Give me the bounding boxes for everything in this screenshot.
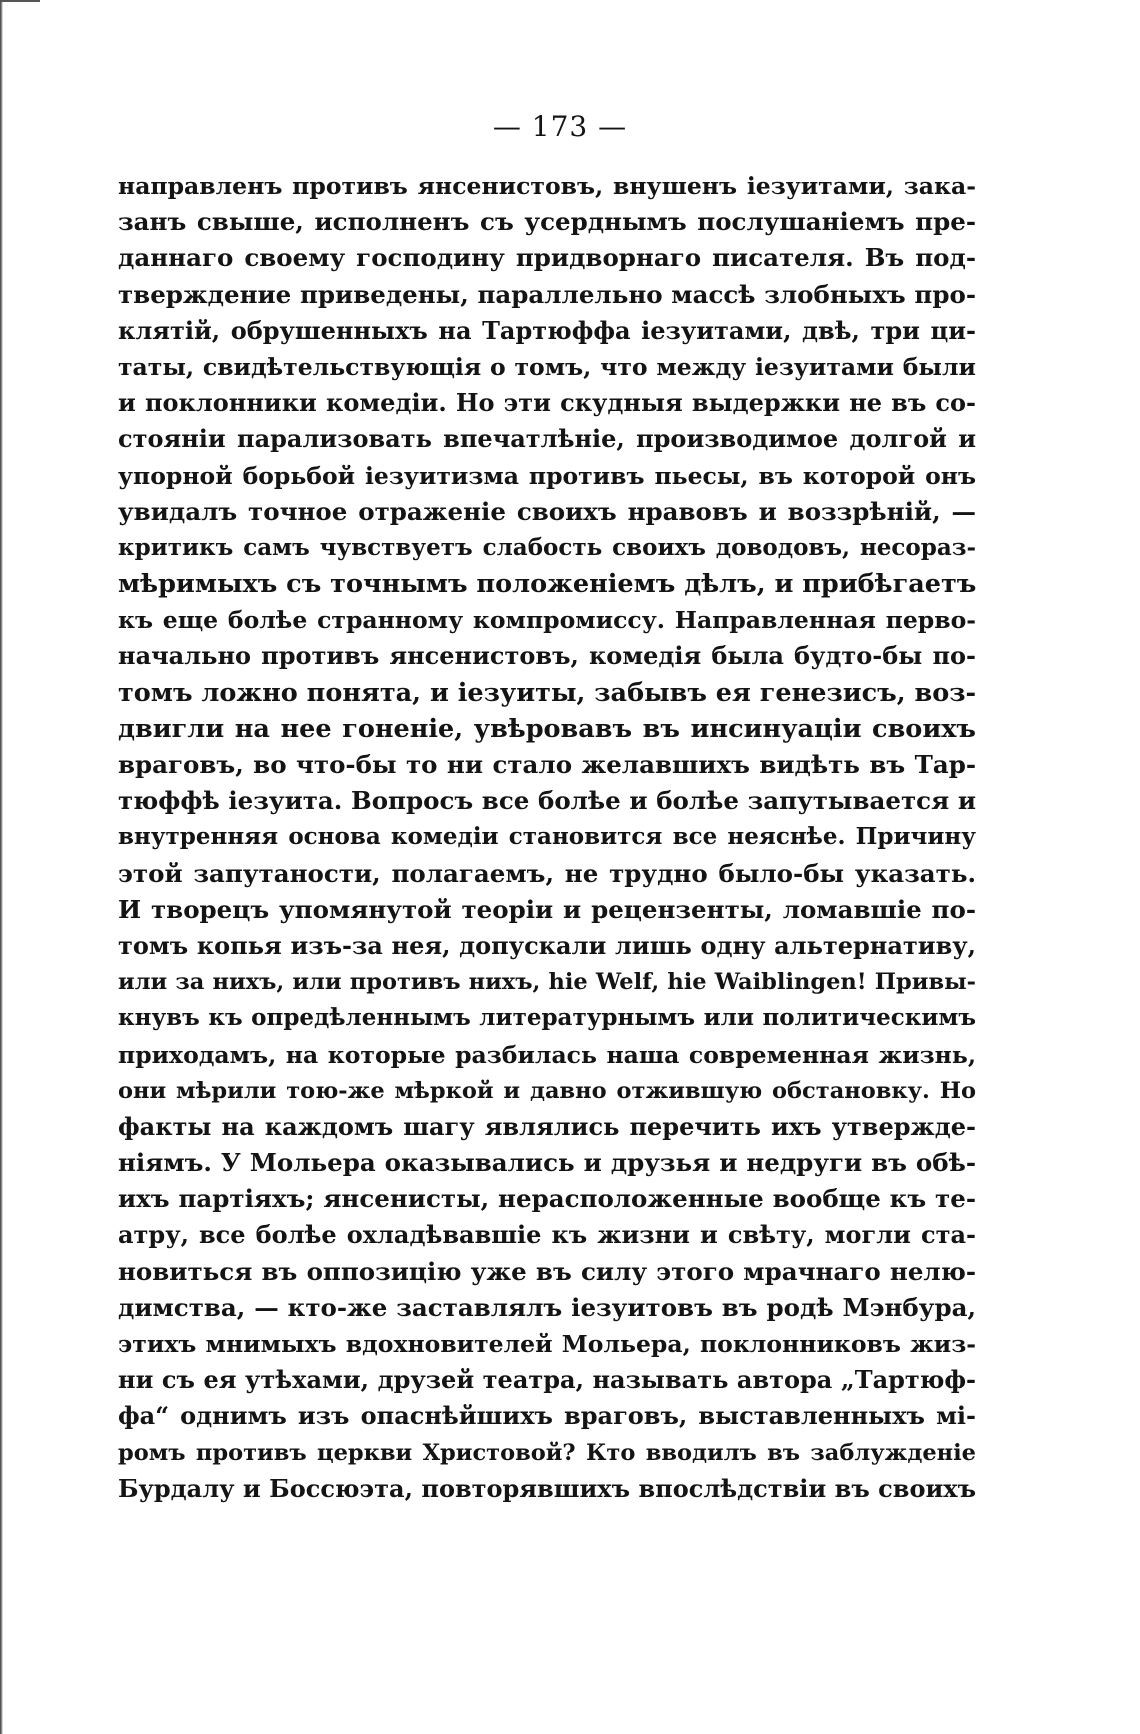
text-line: таты, свидѣтельствующія о томъ, что между іезуитами были — [118, 352, 976, 381]
text-line: ни съ ея утѣхами, друзей театра, называть автора „Тартюф- — [118, 1365, 976, 1395]
text-line: увидалъ точное отраженіе своихъ нравовъ и воззрѣній, — — [118, 496, 976, 526]
scan-edge-left — [0, 0, 3, 1734]
text-line: тюффѣ іезуита. Вопросъ все болѣе и болѣе запутывается и — [118, 786, 976, 816]
text-line: къ еще болѣе странному компромиссу. Направленная перво- — [118, 606, 976, 635]
text-line: клятій, обрушенныхъ на Тартюффа іезуитами, двѣ, три ци- — [118, 315, 976, 345]
text-line: и поклонники комедіи. Но эти скудныя выдержки не въ со- — [118, 388, 976, 418]
text-line: И творецъ упомянутой теоріи и рецензенты, ломавшіе по- — [118, 894, 976, 924]
text-line: атру, все болѣе охладѣвавшіе къ жизни и свѣту, могли ста- — [118, 1220, 976, 1250]
text-line: занъ свыше, исполненъ съ усерднымъ послушаніемъ пре- — [118, 207, 976, 237]
text-line: томъ копья изъ-за нея, допускали лишь одну альтернативу, — [118, 930, 976, 960]
text-line: ихъ партіяхъ; янсенисты, нерасположенные вообще къ те- — [118, 1184, 976, 1214]
text-line: кнувъ къ опредѣленнымъ литературнымъ или политическимъ — [118, 1004, 976, 1032]
text-line: даннаго своему господину придворнаго писателя. Въ под- — [118, 243, 976, 273]
text-line: они мѣрили тою-же мѣркой и давно отжившую обстановку. Но — [118, 1077, 976, 1104]
text-line: тверждение приведены, параллельно массѣ злобныхъ про- — [118, 279, 976, 309]
text-line: этихъ мнимыхъ вдохновителей Мольера, поклонниковъ жиз- — [118, 1330, 976, 1358]
text-line: фа“ однимъ изъ опаснѣйшихъ враговъ, выставленныхъ мі- — [118, 1401, 976, 1431]
text-line: направленъ противъ янсенистовъ, внушенъ іезуитами, зака- — [118, 172, 976, 200]
body-text — [118, 168, 976, 1507]
text-line: внутренняя основа комедіи становится все неяснѣе. Причину — [118, 823, 976, 851]
text-line: Бурдалу и Боссюэта, повторявшихъ впослѣдствіи въ своихъ — [118, 1473, 976, 1503]
text-line: враговъ, во что-бы то ни стало желавшихъ видѣть въ Тар- — [118, 750, 976, 779]
text-line: двигли на нее гоненіе, увѣровавъ въ инсинуаціи своихъ — [118, 713, 976, 744]
text-line: мѣримыхъ съ точнымъ положеніемъ дѣлъ, и прибѣгаетъ — [118, 569, 976, 600]
text-line: димства, — кто-же заставлялъ іезуитовъ въ родѣ Мэнбура, — [118, 1292, 976, 1322]
scan-edge-top — [0, 0, 40, 2]
page-number: — 173 — — [492, 110, 628, 143]
text-line: томъ ложно понята, и іезуиты, забывъ ея генезисъ, воз- — [118, 677, 976, 708]
text-line: критикъ самъ чувствуетъ слабость своихъ доводовъ, несораз- — [118, 533, 976, 561]
text-line: ромъ противъ церкви Христовой? Кто вводилъ въ заблужденіе — [118, 1439, 976, 1466]
text-line: стояніи парализовать впечатлѣніе, производимое долгой и — [118, 424, 976, 454]
text-line: новиться въ оппозицію уже въ силу этого мрачнаго нелю- — [118, 1256, 976, 1286]
text-line: этой запутаности, полагаемъ, не трудно было-бы указать. — [118, 858, 976, 888]
text-line: ніямъ. У Мольера оказывались и друзья и недруги въ обѣ- — [118, 1148, 976, 1178]
text-line: или за нихъ, или противъ нихъ, hie Welf, hie Waiblingen! Привы- — [118, 969, 976, 996]
text-line: приходамъ, на которые разбилась наша современная жизнь, — [118, 1040, 976, 1069]
text-line: упорной борьбой іезуитизма противъ пьесы, въ которой онъ — [118, 461, 976, 490]
text-line: факты на каждомъ шагу являлись перечить ихъ утвержде- — [118, 1111, 976, 1141]
text-line: начально противъ янсенистовъ, комедія была будто-бы по- — [118, 641, 976, 671]
